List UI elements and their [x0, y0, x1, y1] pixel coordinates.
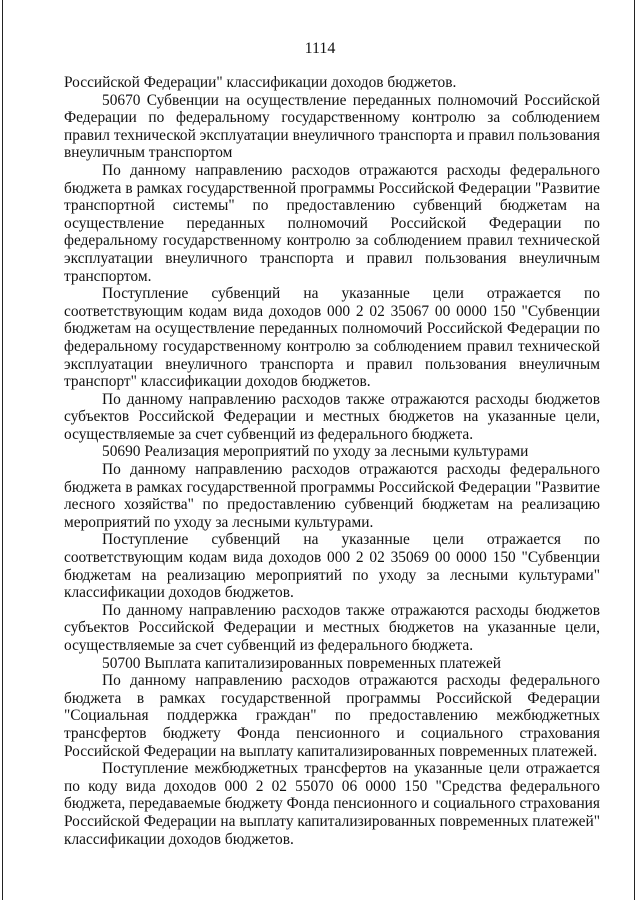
section-heading-50690: 50690 Реализация мероприятий по уходу за лесными культурами — [102, 443, 529, 461]
section-heading-50670: 50670 Субвенции на осуществление переданных полномочий Российской Федерации по федеральному государственному контролю за соблюдением правил технической эксплуатации внеуличного транспорта и правил пользования внеуличным транспортом — [64, 91, 600, 162]
paragraph: По данному направлению расходов отражаются расходы федерального бюджета в рамках государственной программы Российской Федерации "Развитие лесного хозяйства" по предоставлению субвенций бюджетам на реализацию мероприятий по уходу за лесными культурами. — [64, 461, 600, 531]
page-edge-left — [2, 0, 3, 900]
paragraph: По данному направлению расходов отражаются расходы федерального бюджета в рамках государственной программы Российской Федерации "Социальная поддержка граждан" по предоставлению межбюджетных трансфертов бюджету Фонда пенсионного и социального страхования Российской Федерации на выплату капитализированных повременных платежей. — [64, 672, 600, 760]
paragraph: Поступление межбюджетных трансфертов на указанные цели отражается по коду вида доходов 000 2 02 55070 06 0000 150 "Средства федерального бюджета, передаваемые бюджету Фонда пенсионного и социального страхования Российской Федерации на выплату капитализированных повременных платежей" классификации доходов бюджетов. — [64, 760, 600, 848]
document-body — [64, 74, 600, 848]
paragraph: Поступление субвенций на указанные цели отражается по соответствующим кодам вида доходов 000 2 02 35069 00 0000 150 "Субвенции бюджетам на реализацию мероприятий по уходу за лесными культурами" классификации доходов бюджетов. — [64, 531, 600, 602]
page-edge-right — [634, 0, 635, 900]
paragraph: По данному направлению расходов отражаются расходы федерального бюджета в рамках государственной программы Российской Федерации "Развитие транспортной системы" по предоставлению субвенций бюджетам на осуществление переданных полномочий Российской Федерации по федеральному государственному контролю за соблюдением правил технической эксплуатации внеуличного транспорта и правил пользования внеуличным транспортом. — [64, 161, 600, 285]
page-number: 1114 — [304, 40, 336, 57]
section-heading-50700: 50700 Выплата капитализированных повременных платежей — [102, 654, 502, 672]
paragraph-continuation: Российской Федерации" классификации доходов бюджетов. — [64, 74, 457, 91]
paragraph: Поступление субвенций на указанные цели отражается по соответствующим кодам вида доходов 000 2 02 35067 00 0000 150 "Субвенции бюджетам на осуществление переданных полномочий Российской Федерации по федеральному государственному контролю за соблюдением правил технической эксплуатации внеуличного транспорта и правил пользования внеуличным транспорт" классификации доходов бюджетов. — [64, 285, 600, 391]
paragraph: По данному направлению расходов также отражаются расходы бюджетов субъектов Российской Федерации и местных бюджетов на указанные цели, осуществляемые за счет субвенций из федерального бюджета. — [64, 601, 600, 654]
paragraph: По данному направлению расходов также отражаются расходы бюджетов субъектов Российской Федерации и местных бюджетов на указанные цели, осуществляемые за счет субвенций из федерального бюджета. — [64, 390, 600, 443]
